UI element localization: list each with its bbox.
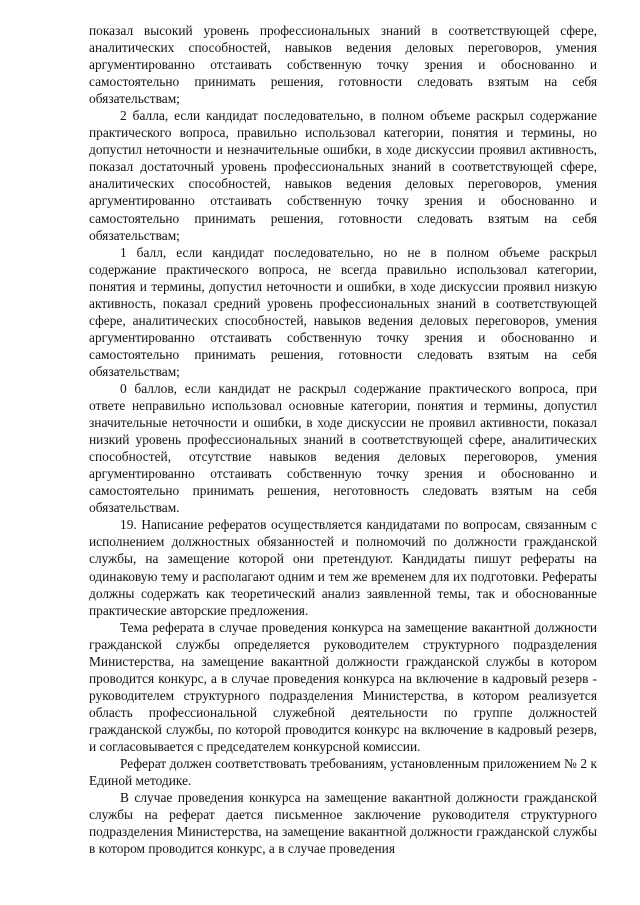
paragraph-2-score-2: 2 балла, если кандидат последовательно, в полном объеме раскрыл содержание практического вопроса, правильно использовал категории, понятия и термины, но допустил неточности и незначительные ошибки, в ходе дискуссии проявил активность, показал достаточный уровень профессиональных знаний в соответствующей сфере, аналитических способностей, навыков ведения деловых переговоров, умения аргументированно отстаивать собственную точку зрения и обоснованно и самостоятельно принимать решения, готовности следовать взятым на себя обязательствам; <box>89 108 597 243</box>
paragraph-7-essay-requirements: Реферат должен соответствовать требованиям, установленным приложением № 2 к Единой методике. <box>89 756 597 789</box>
paragraph-3-score-1: 1 балл, если кандидат последовательно, но не в полном объеме раскрыл содержание практического вопроса, не всегда правильно использовал категории, понятия и термины, допустил неточности и ошибки, в ходе дискуссии проявил низкую активность, показал средний уровень профессиональных знаний в соответствующей сфере, аналитических способностей, навыков ведения деловых переговоров, умения аргументированно отстаивать собственную точку зрения и обоснованно и самостоятельно принимать решения, готовности следовать взятым на себя обязательствам; <box>89 244 597 379</box>
paragraph-4-score-0: 0 баллов, если кандидат не раскрыл содержание практического вопроса, при ответе неправильно использовал основные категории, понятия и термины, допустил значительные неточности и ошибки, в ходе дискуссии не проявил активности, показал низкий уровень профессиональных знаний в соответствующей сфере, аналитических способностей, отсутствие навыков ведения деловых переговоров, умения аргументированно отстаивать собственную точку зрения и обоснованно и самостоятельно принимать решения, неготовность следовать взятым на себя обязательствам. <box>89 380 597 516</box>
paragraph-6-essay-topic: Тема реферата в случае проведения конкурса на замещение вакантной должности гражданской службы определяется руководителем структурного подразделения Министерства, на замещение вакантной должности гражданской службы в котором проводится конкурс, а в случае проведения конкурса на включение в кадровый резерв - руководителем структурного подразделения Министерства, в котором реализуется область профессиональной служебной деятельности по группе должностей гражданской службы, по которой проводится конкурс на включение в кадровый резерв, и согласовывается с председателем конкурсной комиссии. <box>89 619 597 754</box>
paragraph-1: показал высокий уровень профессиональных знаний в соответствующей сфере, аналитических способностей, навыков ведения деловых переговоров, умения аргументированно отстаивать собственную точку зрения и обоснованно и самостоятельно принимать решения, готовности следовать взятым на себя обязательствам; <box>89 23 597 107</box>
paragraph-5-item-19: 19. Написание рефератов осуществляется кандидатами по вопросам, связанным с исполнением должностных обязанностей и полномочий по должности гражданской службы, на замещение которой они претендуют. Кандидаты пишут рефераты на одинаковую тему и располагают одним и тем же временем для их подготовки. Рефераты должны содержать как теоретический анализ заявленной темы, так и обоснованные практические авторские предложения. <box>89 517 597 618</box>
document-page <box>89 22 597 857</box>
paragraph-8-essay-review: В случае проведения конкурса на замещение вакантной должности гражданской службы на реферат дается письменное заключение руководителя структурного подразделения Министерства, на замещение вакантной должности гражданской службы в котором проводится конкурс, а в случае проведения <box>89 790 597 857</box>
